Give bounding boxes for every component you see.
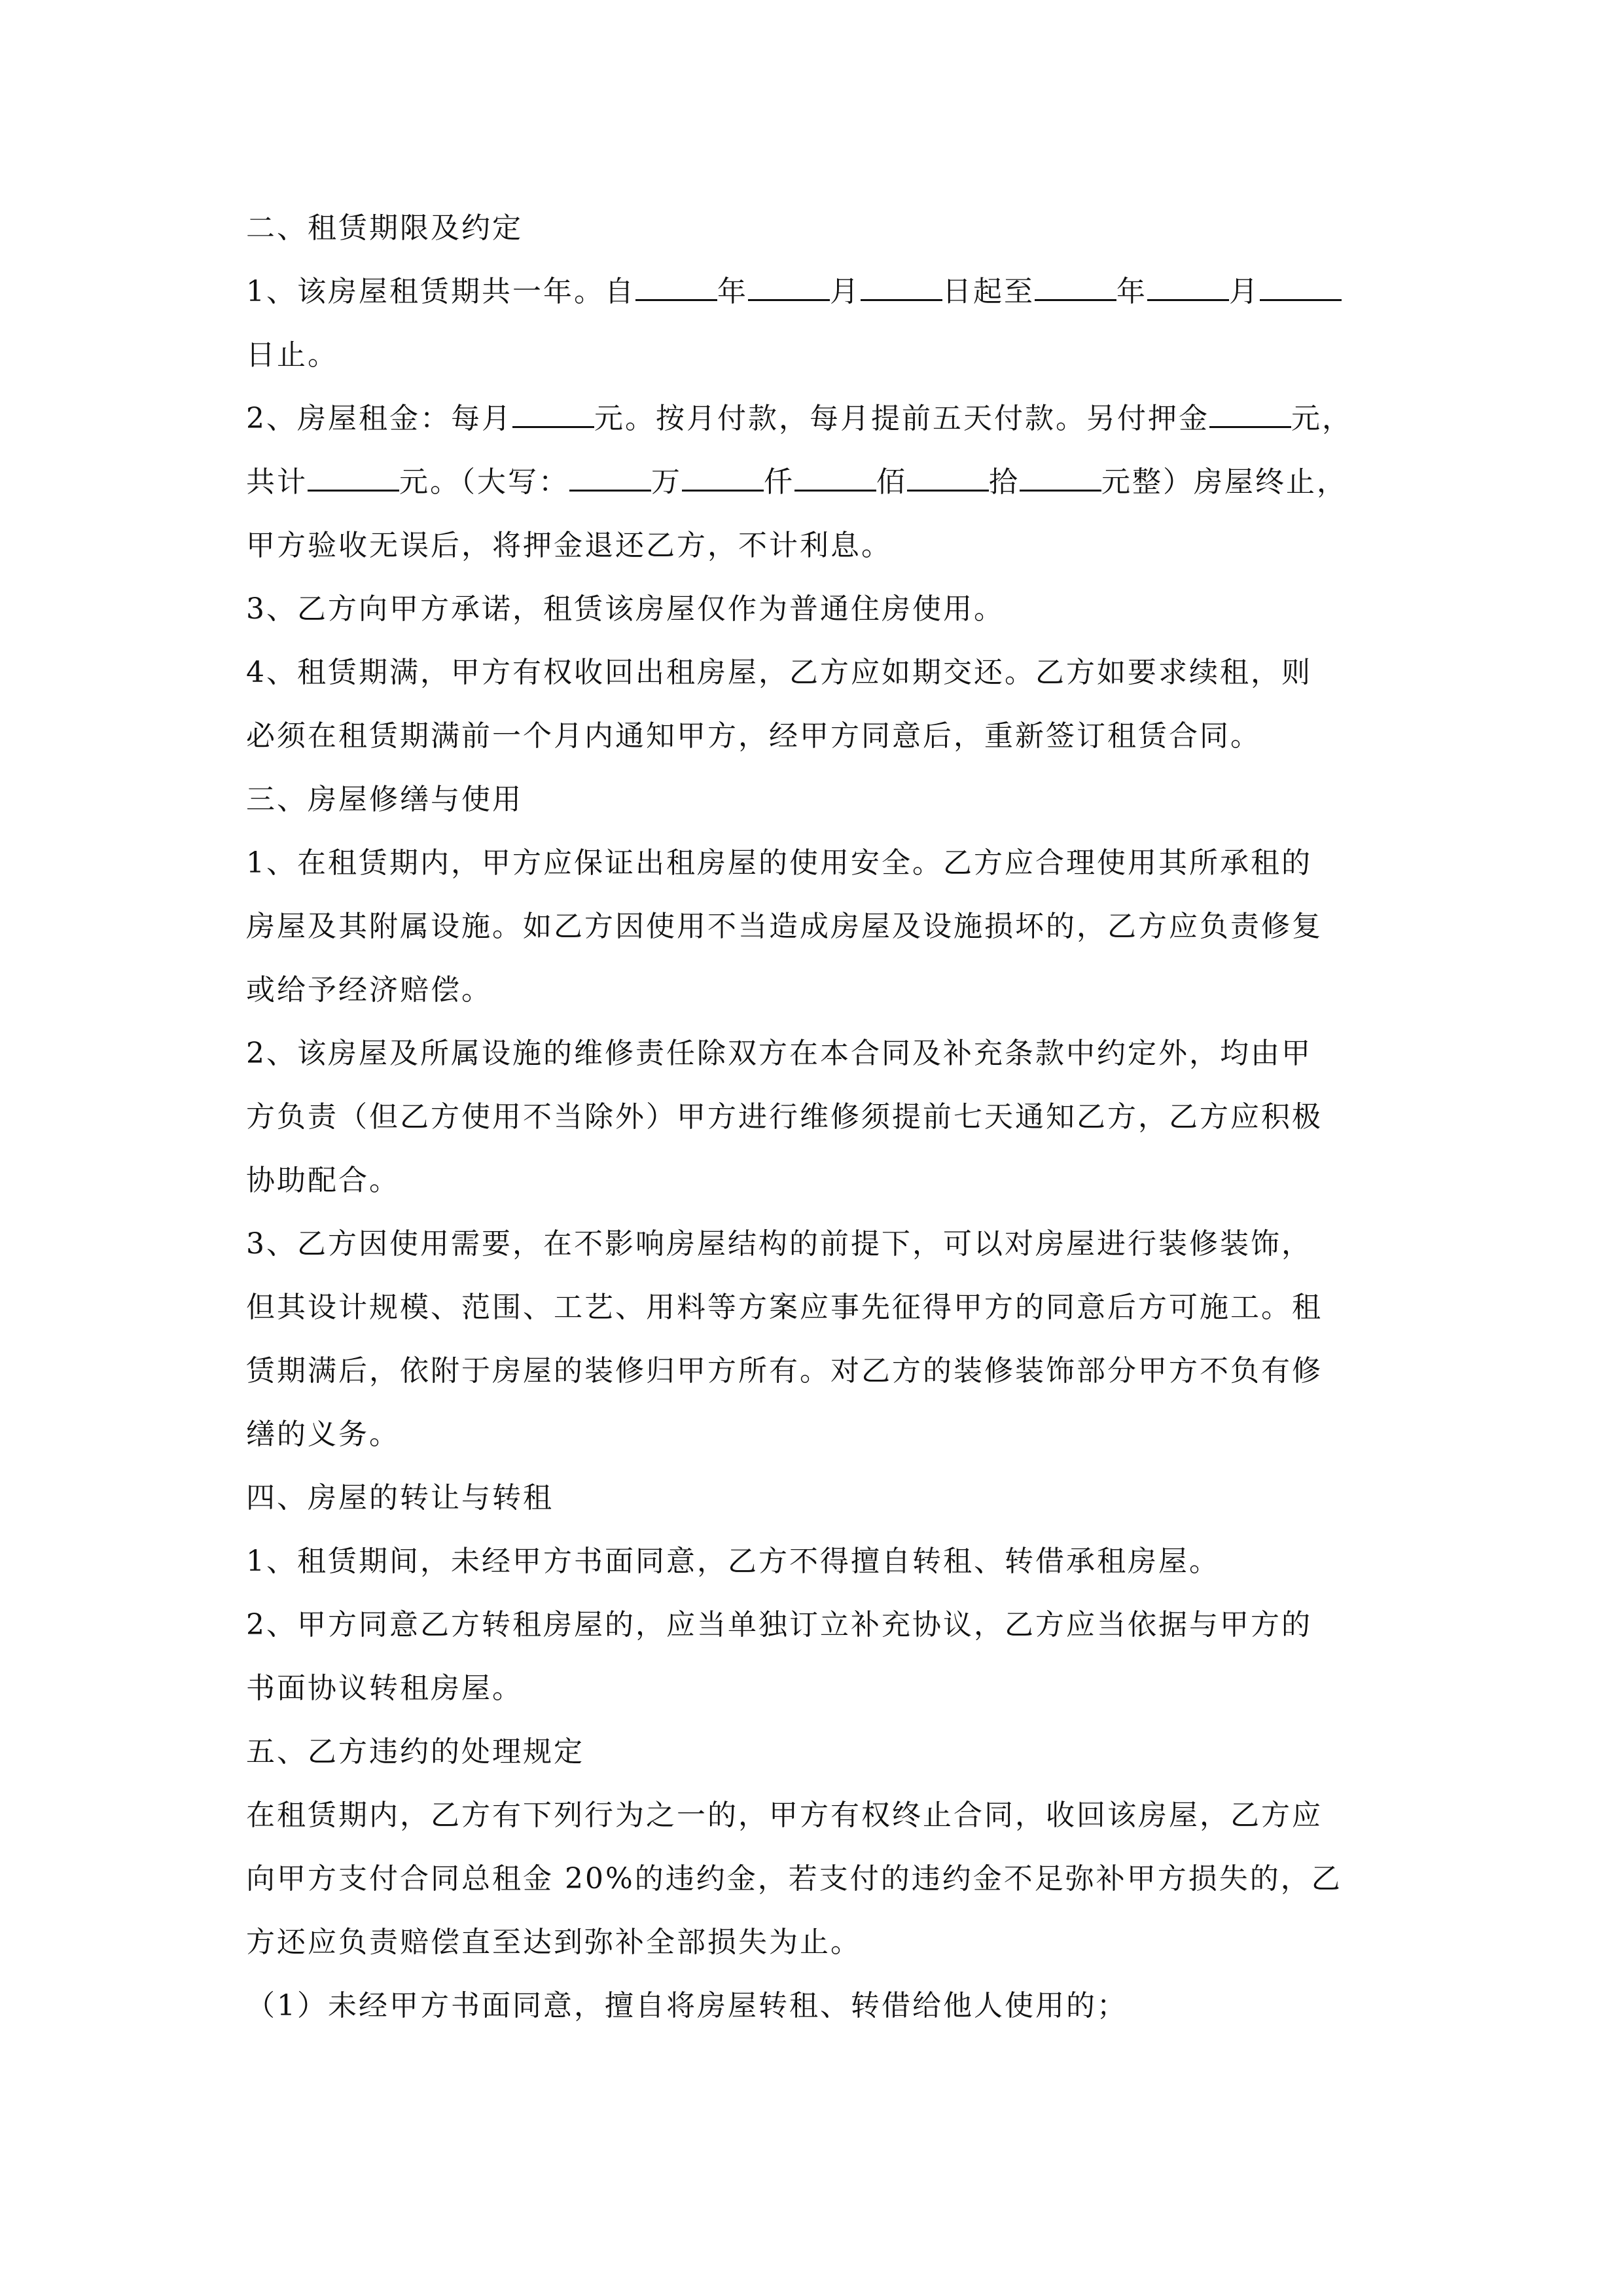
section-2-item-1-line-2: 日止。 xyxy=(246,338,338,372)
blank-end-day[interactable] xyxy=(1260,260,1342,301)
section-5-intro-line-1: 在租赁期内，乙方有下列行为之一的，甲方有权终止合同，收回该房屋，乙方应 xyxy=(246,1799,1323,1832)
section-2-item-2-line-1: 2、房屋租金：每月 元。按月付款，每月提前五天付款。另付押金 元， xyxy=(246,387,1378,450)
section-3-item-1-line-3: 或给予经济赔偿。 xyxy=(246,973,492,1007)
document-page xyxy=(246,196,1378,2037)
blank-start-year[interactable] xyxy=(635,260,717,301)
blank-bai[interactable] xyxy=(794,450,876,492)
section-5-clause-1: （1）未经甲方书面同意，擅自将房屋转租、转借给他人使用的； xyxy=(246,1989,1128,2022)
blank-deposit[interactable] xyxy=(1209,387,1291,428)
blank-start-month[interactable] xyxy=(748,260,830,301)
section-4-item-1: 1、租赁期间，未经甲方书面同意，乙方不得擅自转租、转借承租房屋。 xyxy=(246,1545,1220,1578)
section-5-heading: 五、乙方违约的处理规定 xyxy=(246,1735,584,1768)
section-2-item-4-line-2: 必须在租赁期满前一个月内通知甲方，经甲方同意后，重新签订租赁合同。 xyxy=(246,719,1261,753)
blank-qian[interactable] xyxy=(682,450,764,492)
blank-start-day[interactable] xyxy=(861,260,942,301)
section-3-item-1-line-2: 房屋及其附属设施。如乙方因使用不当造成房屋及设施损坏的，乙方应负责修复 xyxy=(246,910,1323,943)
section-2-heading: 二、租赁期限及约定 xyxy=(246,211,523,245)
blank-wan[interactable] xyxy=(569,450,651,492)
section-3-item-2-line-1: 2、该房屋及所属设施的维修责任除双方在本合同及补充条款中约定外，均由甲 xyxy=(246,1037,1312,1070)
section-5-intro-line-2: 向甲方支付合同总租金 20%的违约金，若支付的违约金不足弥补甲方损失的，乙 xyxy=(246,1862,1342,1895)
section-2-item-2-line-2: 共计 元。（大写： 万 仟 佰 拾 元整）房屋终止， xyxy=(246,450,1378,514)
section-3-item-2-line-2: 方负责（但乙方使用不当除外）甲方进行维修须提前七天通知乙方，乙方应积极 xyxy=(246,1100,1323,1134)
section-2-item-3: 3、乙方向甲方承诺，租赁该房屋仅作为普通住房使用。 xyxy=(246,592,1005,626)
blank-shi[interactable] xyxy=(907,450,989,492)
section-4-item-2-line-1: 2、甲方同意乙方转租房屋的，应当单独订立补充协议，乙方应当依据与甲方的 xyxy=(246,1608,1312,1641)
section-4-item-2-line-2: 书面协议转租房屋。 xyxy=(246,1672,523,1705)
section-5-intro-line-3: 方还应负责赔偿直至达到弥补全部损失为止。 xyxy=(246,1926,861,1959)
blank-end-year[interactable] xyxy=(1035,260,1116,301)
blank-yuan[interactable] xyxy=(1020,450,1101,492)
section-3-heading: 三、房屋修缮与使用 xyxy=(246,783,523,816)
blank-end-month[interactable] xyxy=(1147,260,1229,301)
section-4-heading: 四、房屋的转让与转租 xyxy=(246,1481,554,1515)
section-3-item-2-line-3: 协助配合。 xyxy=(246,1164,400,1197)
section-3-item-3-line-4: 缮的义务。 xyxy=(246,1418,400,1451)
section-3-item-1-line-1: 1、在租赁期内，甲方应保证出租房屋的使用安全。乙方应合理使用其所承租的 xyxy=(246,846,1312,880)
section-2-item-2-line-3: 甲方验收无误后，将押金退还乙方，不计利息。 xyxy=(246,529,892,562)
section-3-item-3-line-3: 赁期满后，依附于房屋的装修归甲方所有。对乙方的装修装饰部分甲方不负有修 xyxy=(246,1354,1323,1388)
section-3-item-3-line-2: 但其设计规模、范围、工艺、用料等方案应事先征得甲方的同意后方可施工。租 xyxy=(246,1291,1323,1324)
section-2-item-1-line-1: 1、该房屋租赁期共一年。自 年 月 日起至 年 月 xyxy=(246,260,1378,323)
section-2-item-4-line-1: 4、租赁期满，甲方有权收回出租房屋，乙方应如期交还。乙方如要求续租，则 xyxy=(246,656,1312,689)
section-3-item-3-line-1: 3、乙方因使用需要，在不影响房屋结构的前提下，可以对房屋进行装修装饰， xyxy=(246,1227,1312,1261)
blank-monthly-rent[interactable] xyxy=(512,387,594,428)
blank-total[interactable] xyxy=(308,450,399,492)
